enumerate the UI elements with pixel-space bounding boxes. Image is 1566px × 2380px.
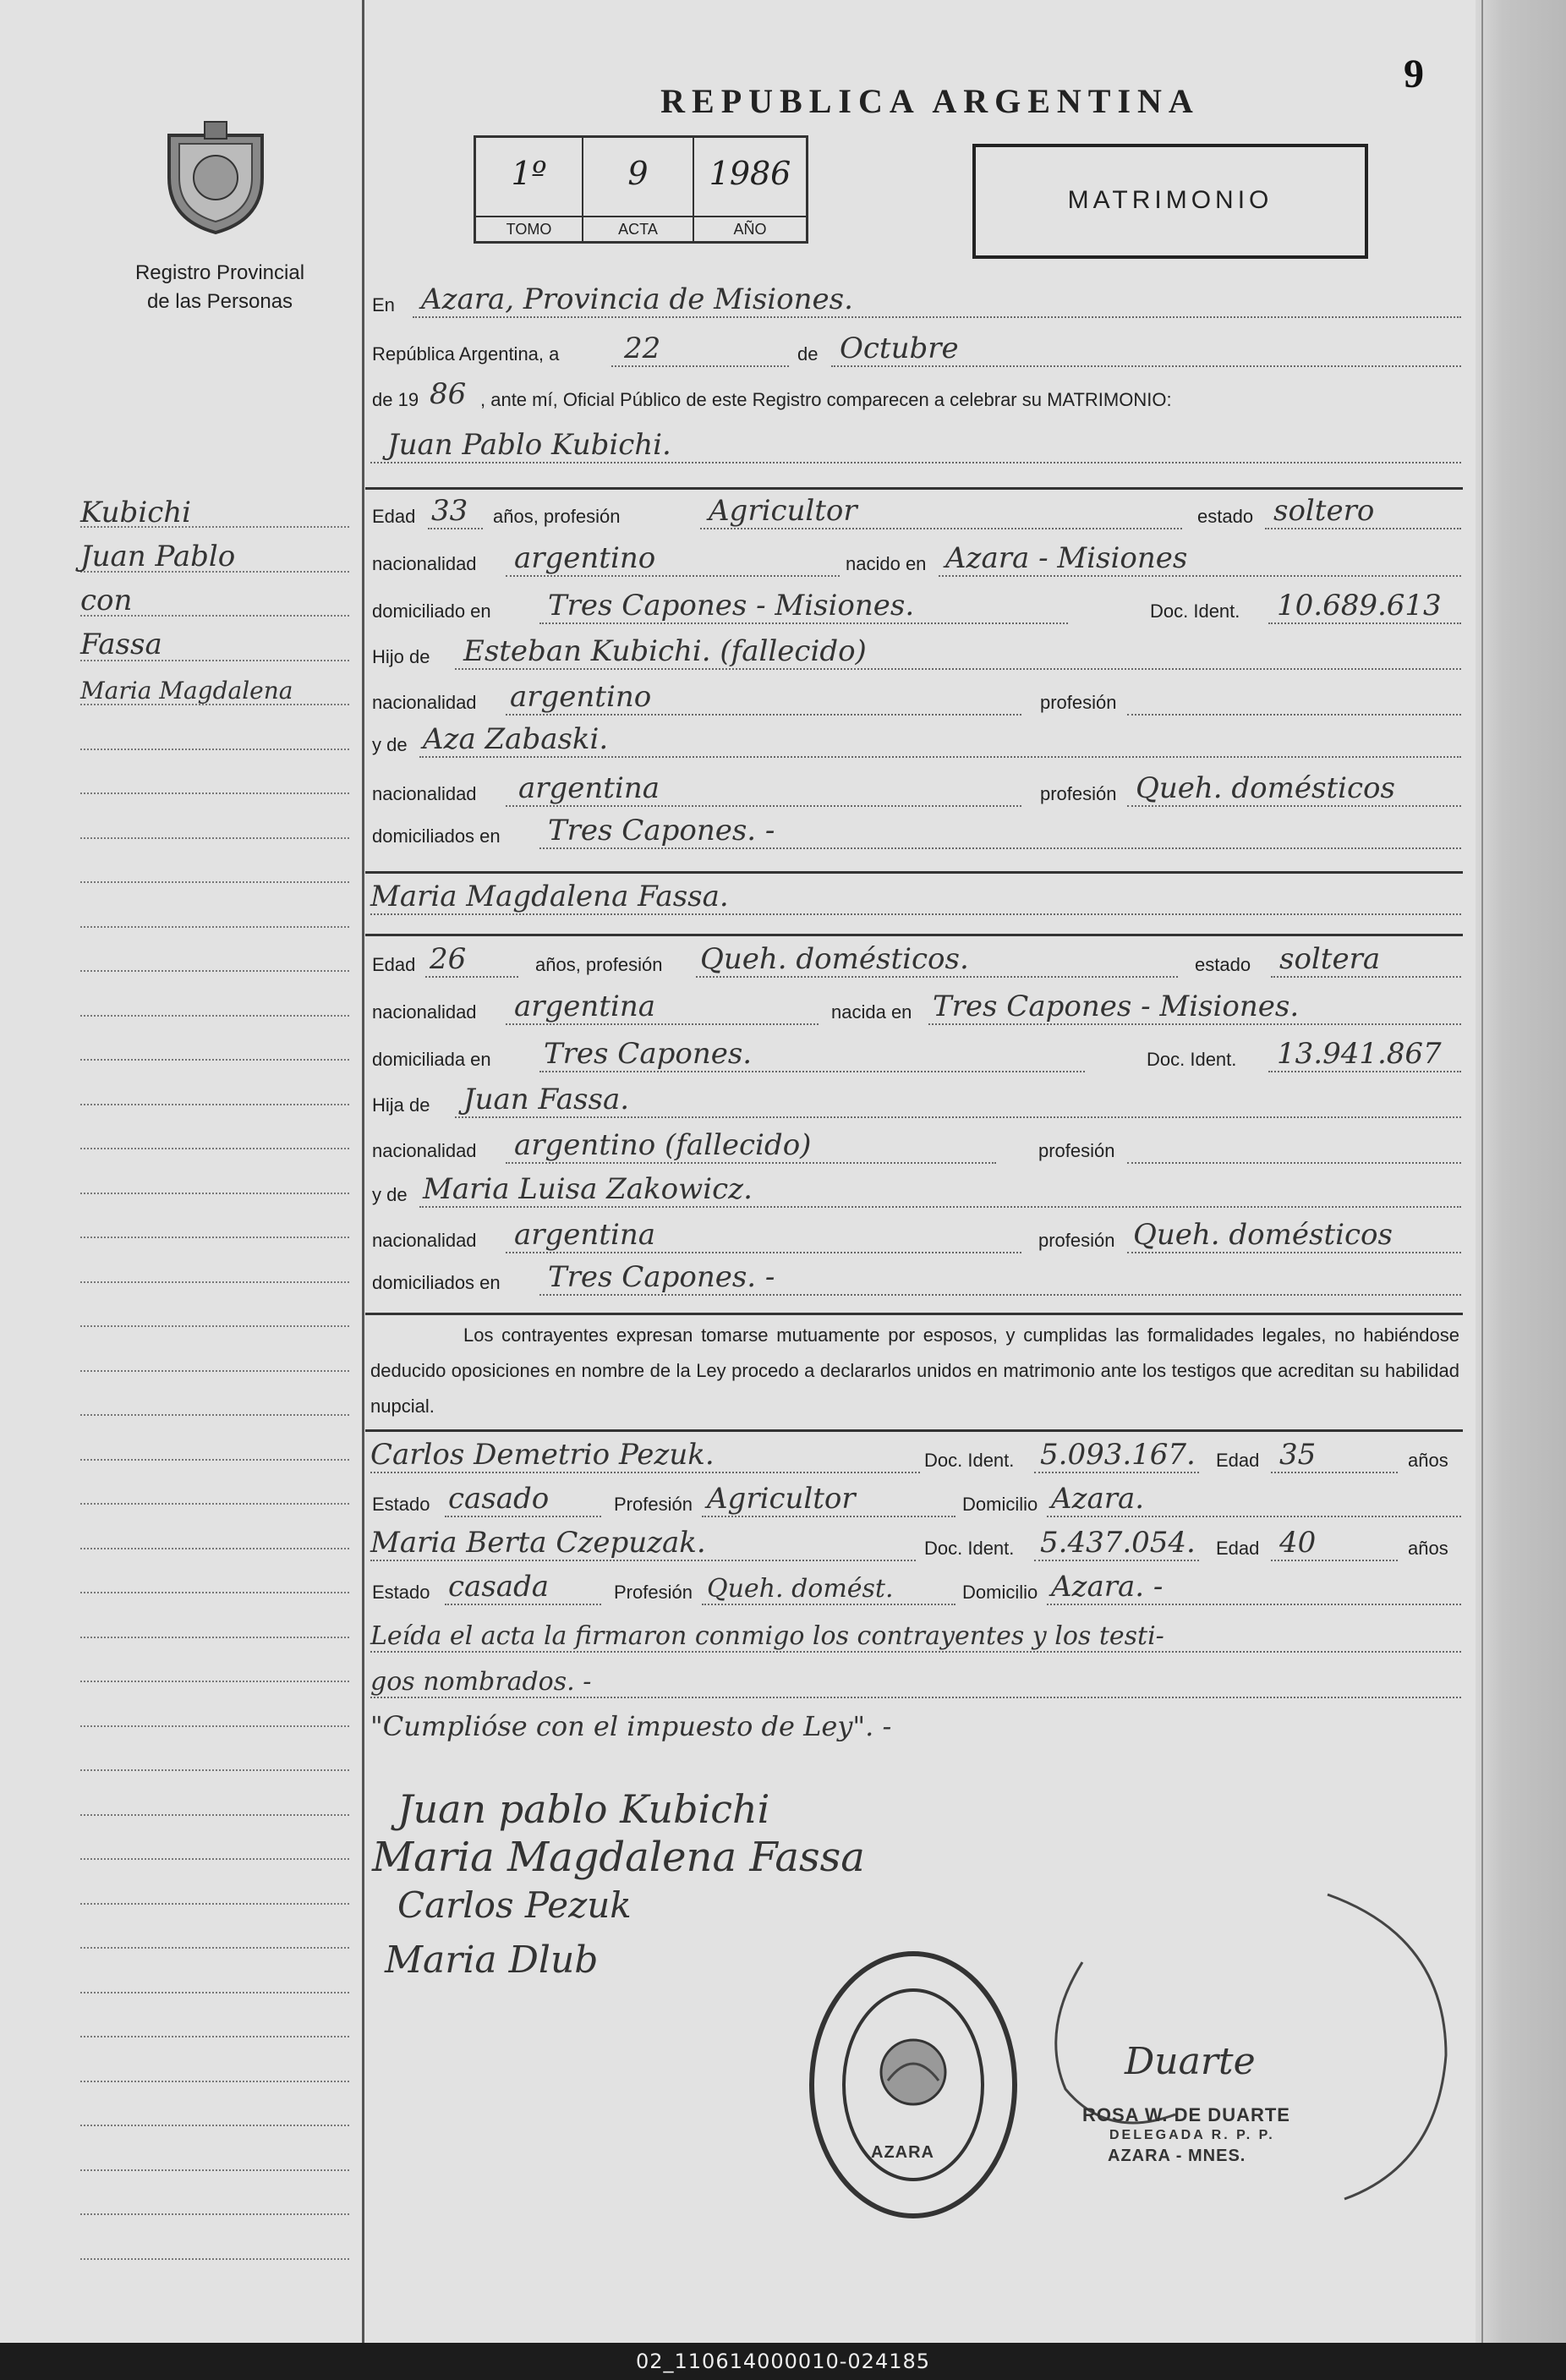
- label: Edad: [372, 506, 416, 527]
- witness-1-status: casado: [448, 1482, 550, 1516]
- groom-mother-profession: Queh. domésticos: [1136, 771, 1395, 805]
- label: nacionalidad: [372, 1001, 477, 1023]
- label: domiciliado en: [372, 600, 491, 622]
- margin-note: Kubichi: [80, 496, 192, 529]
- witness-1-domicile: Azara.: [1051, 1482, 1145, 1516]
- label: profesión: [1038, 1230, 1115, 1251]
- intro-year-row: [370, 377, 1461, 416]
- witness-2-details-row: [370, 1570, 1461, 1609]
- label: nacionalidad: [372, 553, 477, 574]
- bride-nationality: argentina: [514, 990, 656, 1023]
- groom-civil-status: soltero: [1273, 494, 1375, 528]
- section-divider: [365, 871, 1463, 874]
- groom-birthplace: Azara - Misiones: [945, 541, 1188, 575]
- anio-value: 1986: [709, 155, 791, 192]
- bride-mother-nat-row: [370, 1218, 1461, 1257]
- margin-dotted-line: [80, 1769, 349, 1771]
- bride-nationality-row: [370, 990, 1461, 1028]
- groom-parents-domicile: Tres Capones. -: [548, 814, 775, 847]
- bride-father: Juan Fassa.: [463, 1083, 630, 1116]
- registry-title-line2: de las Personas: [146, 290, 293, 313]
- margin-dotted-line: [80, 1104, 349, 1105]
- margin-dotted-line: [80, 1148, 349, 1149]
- bride-father-nationality: argentino (fallecido): [514, 1128, 812, 1162]
- bride-father-row: [370, 1083, 1461, 1121]
- margin-rule: [362, 0, 364, 2343]
- label: República Argentina, a: [372, 343, 560, 365]
- margin-dotted-line: [80, 792, 349, 794]
- margin-dotted-line: [80, 926, 349, 928]
- signature-bride: Maria Magdalena Fassa: [372, 1834, 865, 1881]
- signature-witness-2: Maria Dlub: [385, 1939, 599, 1982]
- groom-doc: 10.689.613: [1277, 589, 1442, 622]
- groom-age-row: [370, 494, 1461, 533]
- label: estado: [1197, 506, 1254, 527]
- witness-2-status: casada: [448, 1570, 550, 1604]
- tomo-value: 1º: [511, 155, 547, 192]
- page-edge-line: [1481, 0, 1483, 2343]
- registry-title: [93, 259, 347, 316]
- groom-father-row: [370, 634, 1461, 673]
- official-title: DELEGADA R. P. P.: [1109, 2128, 1275, 2142]
- margin-dotted-line: [80, 1637, 349, 1638]
- label: nacida en: [831, 1001, 912, 1023]
- label: Hijo de: [372, 646, 430, 667]
- groom-profession: Agricultor: [709, 494, 857, 528]
- stamp-city: AZARA: [871, 2143, 934, 2162]
- bride-domicile: Tres Capones.: [544, 1037, 753, 1071]
- margin-note: con: [80, 584, 133, 617]
- registry-stamp-icon: [803, 1945, 1023, 2224]
- label: Domicilio: [962, 1582, 1038, 1603]
- witness-2-profession: Queh. domést.: [707, 1574, 894, 1604]
- margin-dotted-line: [80, 1992, 349, 1993]
- margin-dotted-line: [80, 881, 349, 883]
- groom-parents-domicile-row: [370, 814, 1461, 853]
- bride-civil-status: soltera: [1279, 942, 1381, 976]
- label: Profesión: [614, 1582, 693, 1603]
- margin-dotted-line: [80, 1325, 349, 1327]
- bride-age: 26: [430, 942, 467, 976]
- margin-dotted-line: [80, 970, 349, 972]
- label: de: [797, 343, 819, 365]
- margin-dotted-line: [80, 1281, 349, 1283]
- margin-dotted-line: [80, 2213, 349, 2215]
- witness-1-row: [370, 1438, 1461, 1477]
- bride-father-nat-row: [370, 1128, 1461, 1167]
- registry-title-line1: Registro Provincial: [134, 261, 305, 284]
- label: Doc. Ident.: [924, 1538, 1015, 1559]
- witness-1-details-row: [370, 1482, 1461, 1521]
- label: Estado: [372, 1494, 430, 1515]
- closing-text: Leída el acta la firmaron conmigo los contrayentes y los testi-: [370, 1621, 1164, 1651]
- label: estado: [1195, 954, 1251, 975]
- acta-cell: [583, 138, 694, 241]
- label: de 19: [372, 389, 419, 410]
- margin-dotted-line: [80, 1592, 349, 1593]
- closing-line-2: [370, 1668, 1461, 1702]
- label: domiciliados en: [372, 1272, 501, 1293]
- witness-2-name: Maria Berta Czepuzak.: [370, 1526, 706, 1560]
- groom-nationality: argentino: [514, 541, 656, 575]
- groom-mother-row: [370, 722, 1461, 761]
- acta-label: ACTA: [583, 216, 693, 241]
- label: y de: [372, 1184, 408, 1205]
- witness-2-domicile: Azara. -: [1051, 1570, 1164, 1604]
- intro-place-row: [370, 282, 1461, 321]
- section-divider: [365, 1313, 1463, 1315]
- bride-profession: Queh. domésticos.: [700, 942, 969, 976]
- label: Edad: [372, 954, 416, 975]
- witness-1-age: 35: [1279, 1438, 1317, 1472]
- bride-domicile-row: [370, 1037, 1461, 1076]
- margin-dotted-line: [80, 2125, 349, 2126]
- bride-doc: 13.941.867: [1277, 1037, 1442, 1071]
- margin-dotted-line: [80, 2081, 349, 2082]
- margin-dotted-line: [80, 1414, 349, 1416]
- witness-1-doc: 5.093.167.: [1040, 1438, 1196, 1472]
- appearance-text: , ante mí, Oficial Público de este Registro comparecen a celebrar su MATRIMONIO:: [480, 389, 1172, 410]
- day-value: 22: [624, 332, 661, 365]
- groom-domicile: Tres Capones - Misiones.: [548, 589, 915, 622]
- margin-dotted-line: [80, 1370, 349, 1372]
- label: Profesión: [614, 1494, 693, 1515]
- place-value: Azara, Provincia de Misiones.: [421, 282, 853, 316]
- section-divider: [365, 487, 1463, 490]
- bride-mother-row: [370, 1172, 1461, 1211]
- bride-name-row: [370, 880, 1461, 919]
- margin-note: Maria Magdalena: [80, 677, 293, 705]
- label: domiciliados en: [372, 825, 501, 847]
- witness-1-profession: Agricultor: [707, 1482, 856, 1516]
- margin-dotted-line: [80, 1059, 349, 1061]
- margin-dotted-line: [80, 2036, 349, 2037]
- groom-age: 33: [431, 494, 468, 528]
- label: profesión: [1038, 1140, 1115, 1161]
- margin-dotted-line: [80, 1193, 349, 1194]
- label: Edad: [1216, 1538, 1260, 1559]
- official-signature: Duarte: [1125, 2040, 1256, 2083]
- margin-dotted-line: [80, 1459, 349, 1461]
- groom-mother: Aza Zabaski.: [423, 722, 609, 756]
- bride-birthplace: Tres Capones - Misiones.: [933, 990, 1300, 1023]
- bride-age-row: [370, 942, 1461, 981]
- margin-dotted-line: [80, 1681, 349, 1682]
- margin-note: Fassa: [80, 628, 162, 661]
- label: Edad: [1216, 1450, 1260, 1471]
- label: Domicilio: [962, 1494, 1038, 1515]
- official-name: ROSA W. DE DUARTE: [1082, 2104, 1290, 2125]
- year-value: 86: [430, 377, 467, 411]
- groom-name-row: [370, 428, 1461, 467]
- tomo-label: TOMO: [476, 216, 582, 241]
- label: profesión: [1040, 783, 1117, 804]
- acta-value: 9: [627, 155, 649, 192]
- image-id-footer: 02_110614000010-024185: [0, 2343, 1566, 2380]
- anio-label: AÑO: [694, 216, 806, 241]
- groom-mother-nationality: argentina: [518, 771, 660, 805]
- margin-dotted-line: [80, 1814, 349, 1816]
- label: nacionalidad: [372, 692, 477, 713]
- tomo-cell: [476, 138, 583, 241]
- label: Doc. Ident.: [924, 1450, 1015, 1471]
- label: profesión: [1040, 692, 1117, 713]
- margin-dotted-line: [80, 1548, 349, 1549]
- section-divider: [365, 934, 1463, 936]
- bride-mother-profession: Queh. domésticos: [1133, 1218, 1393, 1252]
- margin-dotted-line: [80, 1947, 349, 1949]
- bride-name: Maria Magdalena Fassa.: [370, 880, 729, 913]
- margin-dotted-line: [80, 1503, 349, 1505]
- margin-dotted-line: [80, 2169, 349, 2171]
- label: nacionalidad: [372, 1230, 477, 1251]
- closing-text: "Cumplióse con el impuesto de Ley". -: [370, 1710, 892, 1742]
- witness-1-name: Carlos Demetrio Pezuk.: [370, 1438, 715, 1472]
- label: Doc. Ident.: [1150, 600, 1240, 622]
- record-type: MATRIMONIO: [1067, 186, 1273, 214]
- groom-father-nationality: argentino: [510, 680, 652, 714]
- label: años, profesión: [493, 506, 621, 527]
- margin-dotted-line: [80, 1237, 349, 1238]
- month-value: Octubre: [840, 332, 959, 365]
- groom-domicile-row: [370, 589, 1461, 628]
- witness-2-age: 40: [1279, 1526, 1317, 1560]
- label: años, profesión: [535, 954, 663, 975]
- margin-dotted-line: [80, 837, 349, 839]
- label: nacionalidad: [372, 1140, 477, 1161]
- intro-date-row: [370, 332, 1461, 370]
- witness-2-row: [370, 1526, 1461, 1565]
- groom-father: Esteban Kubichi. (fallecido): [463, 634, 867, 668]
- margin-note: Juan Pablo: [80, 540, 236, 573]
- label: y de: [372, 734, 408, 755]
- declaration-text: Los contrayentes expresan tomarse mutuamente por esposos, y cumplidas las formalidades legales, no habiéndose deducido oposiciones en nombre de la Ley procedo a declararlos unidos en matrimonio ante los testigos que acreditan su habilidad nupcial.: [370, 1324, 1459, 1417]
- groom-mother-nat-row: [370, 771, 1461, 810]
- bride-parents-domicile-row: [370, 1260, 1461, 1299]
- label: años: [1408, 1538, 1448, 1559]
- label: nacionalidad: [372, 783, 477, 804]
- country-heading: REPUBLICA ARGENTINA: [660, 82, 1200, 120]
- groom-nationality-row: [370, 541, 1461, 580]
- witness-2-doc: 5.437.054.: [1040, 1526, 1196, 1560]
- record-type-box: [972, 144, 1368, 259]
- label: Doc. Ident.: [1147, 1049, 1237, 1070]
- bride-parents-domicile: Tres Capones. -: [548, 1260, 775, 1294]
- closing-line-3: [370, 1710, 1461, 1747]
- label: domiciliada en: [372, 1049, 491, 1070]
- margin-dotted-line: [80, 1725, 349, 1727]
- page-number: 9: [1404, 52, 1424, 96]
- label: años: [1408, 1450, 1448, 1471]
- margin-dotted-line: [80, 749, 349, 750]
- label: En: [372, 294, 395, 315]
- groom-name: Juan Pablo Kubichi.: [387, 428, 671, 462]
- label: nacido en: [846, 553, 927, 574]
- groom-father-nat-row: [370, 680, 1461, 719]
- page-edge: [1476, 0, 1566, 2343]
- margin-dotted-line: [80, 1015, 349, 1017]
- book-reference-box: [474, 135, 808, 244]
- closing-line-1: [370, 1622, 1461, 1656]
- margin-dotted-line: [80, 2258, 349, 2260]
- bride-mother-nationality: argentina: [514, 1218, 656, 1252]
- margin-dotted-line: [80, 1858, 349, 1860]
- signature-witness-1: Carlos Pezuk: [397, 1884, 632, 1926]
- closing-text: gos nombrados. -: [370, 1667, 592, 1697]
- section-divider: [365, 1429, 1463, 1432]
- bride-mother: Maria Luisa Zakowicz.: [423, 1172, 753, 1206]
- official-location: AZARA - MNES.: [1108, 2147, 1246, 2165]
- label: Estado: [372, 1582, 430, 1603]
- margin-dotted-line: [80, 1903, 349, 1905]
- label: Hija de: [372, 1094, 430, 1116]
- anio-cell: [694, 138, 806, 241]
- signature-groom: Juan pablo Kubichi: [397, 1786, 770, 1832]
- registry-seal-icon: [161, 118, 271, 237]
